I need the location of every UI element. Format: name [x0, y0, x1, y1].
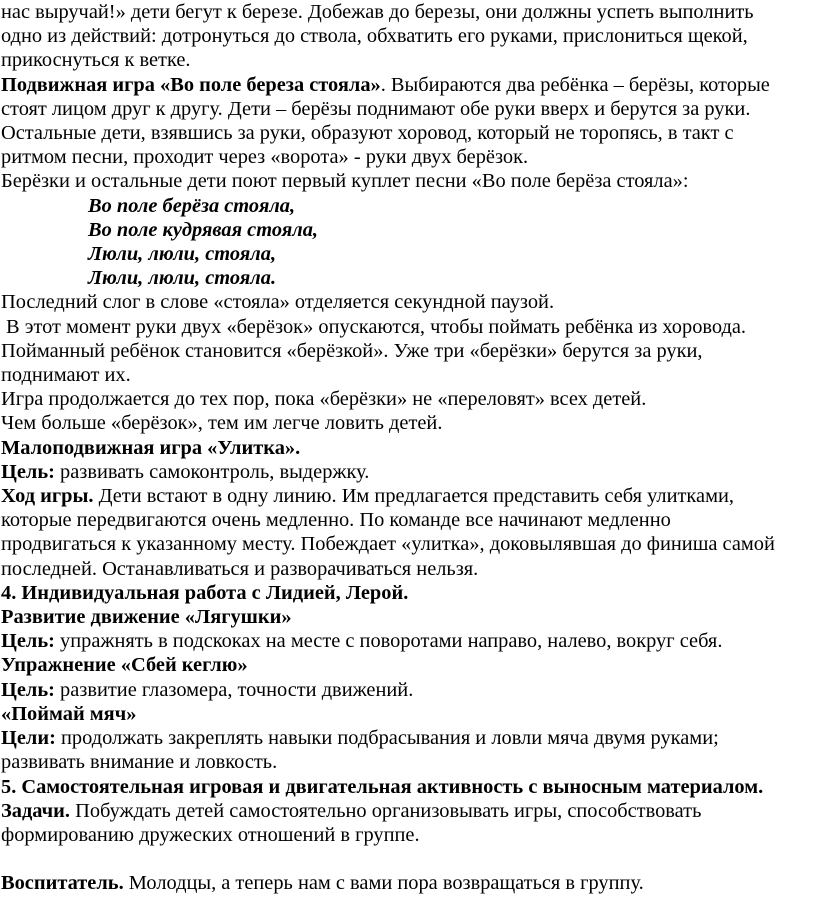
- goal-line: [1, 460, 816, 484]
- blank-line: [1, 847, 816, 871]
- goal-label: Цель:: [1, 678, 55, 701]
- text-line: последней. Останавливаться и разворачиваться нельзя.: [1, 557, 479, 580]
- text-line: формированию дружеских отношений в группе.: [1, 823, 420, 846]
- song-verse-line: Люли, люли, стояла,: [88, 243, 277, 266]
- text-span: . Выбираются два ребёнка – берёзы, которые: [380, 73, 770, 96]
- subsection-heading: [1, 653, 816, 677]
- text-line: Игра продолжается до тех пор, пока «берёзки» не «переловят» всех детей.: [1, 388, 647, 411]
- text-line: В этот момент руки двух «берёзок» опускаются, чтобы поймать ребёнка из хоровода.: [6, 315, 747, 338]
- subsection-heading-text: Упражнение «Сбей кеглю»: [1, 654, 248, 677]
- text-line: Последний слог в слове «стояла» отделяется секундной паузой.: [1, 291, 555, 314]
- text-span: развитие глазомера, точности движений.: [54, 678, 414, 701]
- goal-label: Цели:: [1, 727, 56, 750]
- goal-label: Цель:: [1, 630, 55, 653]
- teacher-label: Воспитатель.: [1, 872, 124, 895]
- text-line: Пойманный ребёнок становится «берёзкой». Уже три «берёзки» берутся за руки,: [1, 339, 703, 362]
- text-line: прикоснуться к ветке.: [1, 49, 191, 72]
- teacher-line: [1, 871, 816, 895]
- text-line: нас выручай!» дети бегут к березе. Добежав до березы, они должны успеть выполнить: [1, 1, 754, 23]
- section-heading: [1, 436, 816, 460]
- section-heading: [1, 581, 816, 605]
- song-verse-line: Во поле берёза стояла,: [88, 194, 296, 217]
- tasks-label: Задачи.: [1, 799, 70, 822]
- text-span: упражнять в подскоках на месте с поворотами направо, налево, вокруг себя.: [54, 630, 723, 653]
- tasks-line: [1, 799, 816, 823]
- game-heading-line: [1, 73, 816, 97]
- text-line: Берёзки и остальные дети поют первый куплет песни «Во поле берёза стояла»:: [1, 170, 689, 193]
- goal-label: Цель:: [1, 460, 55, 483]
- goal-line: [1, 629, 816, 653]
- text-line: Чем больше «берёзок», тем им легче ловить детей.: [1, 412, 443, 435]
- text-line: продвигаться к указанному месту. Побеждает «улитка», доковылявшая до финиша самой: [1, 533, 775, 556]
- text-line: которые передвигаются очень медленно. По команде все начинают медленно: [1, 509, 671, 532]
- text-span: Молодцы, а теперь нам с вами пора возвращаться в группу.: [123, 872, 644, 895]
- text-line: Остальные дети, взявшись за руки, образуют хоровод, который не торопясь, в такт с: [1, 122, 734, 145]
- text-line: поднимают их.: [1, 364, 131, 387]
- text-span: развивать самоконтроль, выдержку.: [54, 460, 370, 483]
- song-verse-line: Во поле кудрявая стояла,: [88, 218, 319, 241]
- text-span: Побуждать детей самостоятельно организовывать игры, способствовать: [70, 799, 702, 822]
- text-span: Дети встают в одну линию. Им предлагается представить себя улитками,: [93, 485, 734, 508]
- section-heading-text: 4. Индивидуальная работа с Лидией, Лерой.: [1, 581, 409, 604]
- game-title: Подвижная игра «Во поле береза стояла»: [1, 73, 381, 96]
- goal-line: [1, 726, 816, 750]
- subsection-heading-text: «Поймай мяч»: [1, 702, 137, 725]
- text-line: развивать внимание и ловкость.: [1, 751, 278, 774]
- text-span: продолжать закреплять навыки подбрасывания и ловли мяча двумя руками;: [55, 727, 719, 750]
- game-course-line: [1, 484, 816, 508]
- section-heading-text: 5. Самостоятельная игровая и двигательная активность с выносным материалом.: [1, 775, 764, 798]
- song-verse-line: Люли, люли, стояла.: [88, 267, 277, 290]
- subsection-heading-text: Развитие движение «Лягушки»: [1, 606, 292, 629]
- text-line: стоят лицом друг к другу. Дети – берёзы поднимают обе руки вверх и берутся за руки.: [1, 97, 751, 120]
- section-heading-text: Малоподвижная игра «Улитка».: [1, 436, 301, 459]
- subsection-heading: [1, 702, 816, 726]
- subsection-heading: [1, 605, 816, 629]
- game-course-label: Ход игры.: [1, 485, 94, 508]
- text-line: ритмом песни, проходит через «ворота» - руки двух берёзок.: [1, 146, 529, 169]
- goal-line: [1, 678, 816, 702]
- section-heading: [1, 775, 816, 799]
- text-line: одно из действий: дотронуться до ствола, обхватить его руками, прислониться щекой,: [1, 25, 748, 48]
